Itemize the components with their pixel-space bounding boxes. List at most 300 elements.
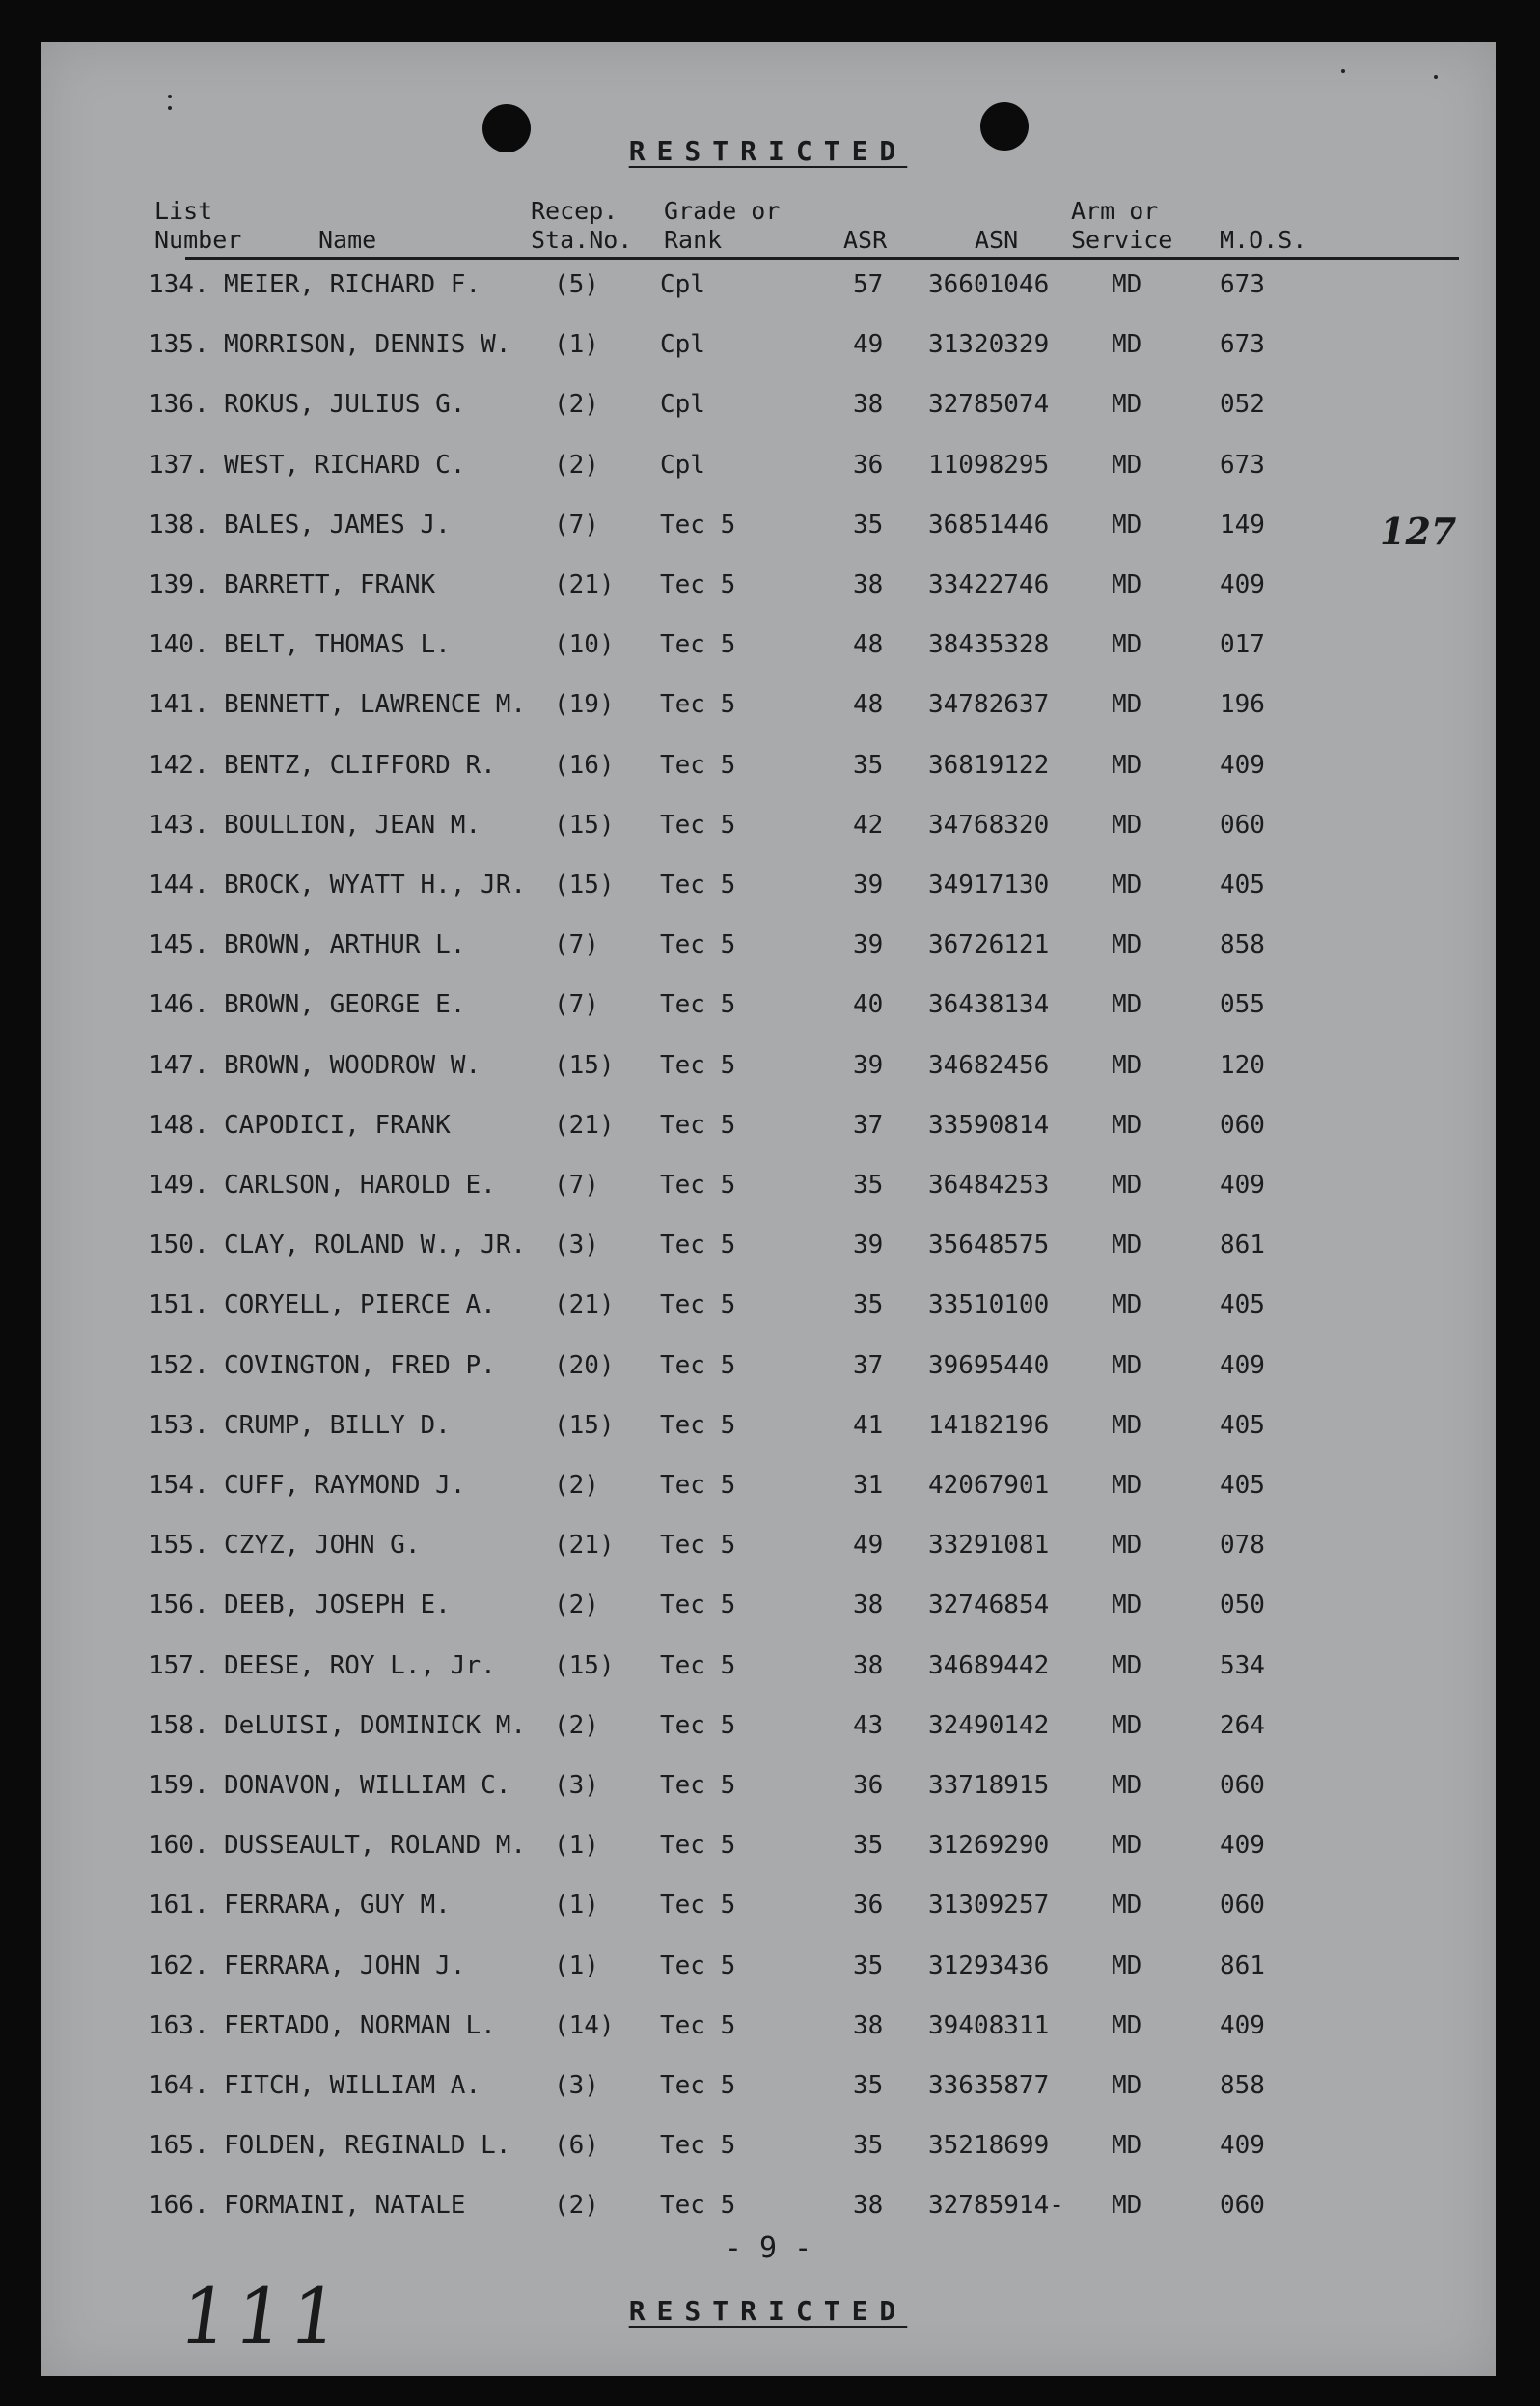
speck: [1434, 75, 1438, 79]
cell-asr: 35: [853, 1290, 884, 1320]
cell-list-number: 159.: [149, 1771, 209, 1800]
cell-asr: 38: [853, 2191, 884, 2221]
cell-arm-service: MD: [1112, 1410, 1142, 1440]
cell-grade-rank: Tec 5: [660, 510, 736, 539]
cell-mos: 673: [1220, 450, 1265, 480]
cell-asn: 33422746: [928, 570, 1050, 599]
cell-asn: 36438134: [928, 990, 1050, 1020]
cell-name: DUSSEAULT, ROLAND M.: [224, 1831, 527, 1861]
table-row: [41, 1703, 1496, 1763]
cell-name: BROWN, WOODROW W.: [224, 1050, 481, 1080]
cell-grade-rank: Tec 5: [660, 750, 736, 780]
cell-name: BROWN, ARTHUR L.: [224, 930, 466, 960]
cell-mos: 409: [1220, 750, 1265, 780]
cell-asn: 32785914-: [928, 2191, 1064, 2221]
cell-asn: 36726121: [928, 930, 1050, 960]
cell-grade-rank: Tec 5: [660, 2010, 736, 2040]
header-asn: ASN: [975, 226, 1019, 254]
cell-mos: 060: [1220, 2191, 1265, 2221]
restricted-stamp-bottom-text: RESTRICTED: [628, 2295, 908, 2327]
cell-grade-rank: Tec 5: [660, 1110, 736, 1140]
cell-list-number: 165.: [149, 2131, 209, 2161]
cell-arm-service: MD: [1112, 450, 1142, 480]
cell-mos: 078: [1220, 1531, 1265, 1561]
header-asr: ASR: [843, 226, 888, 254]
cell-name: BENNETT, LAWRENCE M.: [224, 690, 527, 720]
header-rule: [185, 257, 1459, 260]
cell-grade-rank: Tec 5: [660, 1171, 736, 1200]
cell-list-number: 145.: [149, 930, 209, 960]
table-row: [41, 2004, 1496, 2063]
cell-asn: 34768320: [928, 810, 1050, 840]
cell-grade-rank: Tec 5: [660, 2071, 736, 2100]
cell-name: CRUMP, BILLY D.: [224, 1410, 451, 1440]
cell-grade-rank: Tec 5: [660, 570, 736, 599]
cell-asr: 48: [853, 690, 884, 720]
cell-asr: 36: [853, 1771, 884, 1800]
cell-recep-station: (15): [554, 871, 615, 899]
cell-asr: 38: [853, 390, 884, 420]
cell-asn: 34689442: [928, 1650, 1050, 1680]
cell-name: MEIER, RICHARD F.: [224, 270, 481, 299]
cell-grade-rank: Tec 5: [660, 1650, 736, 1680]
cell-arm-service: MD: [1112, 1891, 1142, 1921]
cell-name: FITCH, WILLIAM A.: [224, 2071, 481, 2100]
cell-list-number: 140.: [149, 630, 209, 660]
restricted-stamp-top: [41, 135, 1496, 167]
cell-recep-station: (1): [554, 1891, 599, 1921]
cell-name: ROKUS, JULIUS G.: [224, 390, 466, 420]
cell-asn: 36819122: [928, 750, 1050, 780]
cell-list-number: 158.: [149, 1710, 209, 1740]
cell-asn: 36851446: [928, 510, 1050, 539]
cell-mos: 405: [1220, 871, 1265, 899]
cell-asn: 39408311: [928, 2010, 1050, 2040]
tally-mark: 111: [174, 2272, 352, 2362]
cell-name: MORRISON, DENNIS W.: [224, 330, 511, 360]
cell-name: BROWN, GEORGE E.: [224, 990, 466, 1020]
cell-recep-station: (21): [554, 1110, 615, 1140]
cell-mos: 858: [1220, 2071, 1265, 2100]
cell-name: FERRARA, GUY M.: [224, 1891, 451, 1921]
cell-recep-station: (21): [554, 570, 615, 599]
cell-asn: 33510100: [928, 1290, 1050, 1320]
cell-arm-service: MD: [1112, 570, 1142, 599]
cell-name: BALES, JAMES J.: [224, 510, 451, 539]
page-number: - 9 -: [724, 2231, 812, 2265]
cell-mos: 120: [1220, 1050, 1265, 1080]
cell-recep-station: (21): [554, 1531, 615, 1561]
table-row: [41, 1883, 1496, 1943]
cell-asr: 42: [853, 810, 884, 840]
cell-asr: 41: [853, 1410, 884, 1440]
cell-grade-rank: Tec 5: [660, 1231, 736, 1260]
table-row: [41, 382, 1496, 442]
cell-recep-station: (7): [554, 990, 599, 1020]
cell-grade-rank: Tec 5: [660, 2191, 736, 2221]
cell-recep-station: (3): [554, 1231, 599, 1260]
cell-recep-station: (14): [554, 2010, 615, 2040]
table-row: [41, 1763, 1496, 1823]
table-row: [41, 1043, 1496, 1103]
header-arm-service: Arm or Service: [1071, 197, 1173, 254]
cell-asn: 39695440: [928, 1350, 1050, 1380]
cell-mos: 861: [1220, 1231, 1265, 1260]
restricted-stamp-bottom: [41, 2295, 1496, 2327]
table-row: [41, 863, 1496, 923]
cell-recep-station: (7): [554, 510, 599, 539]
cell-mos: 196: [1220, 690, 1265, 720]
cell-mos: 264: [1220, 1710, 1265, 1740]
cell-mos: 060: [1220, 1110, 1265, 1140]
cell-asr: 35: [853, 1950, 884, 1980]
cell-arm-service: MD: [1112, 871, 1142, 899]
cell-list-number: 155.: [149, 1531, 209, 1561]
cell-mos: 409: [1220, 570, 1265, 599]
cell-asn: 34782637: [928, 690, 1050, 720]
cell-recep-station: (16): [554, 750, 615, 780]
table-row: [41, 2063, 1496, 2123]
cell-arm-service: MD: [1112, 390, 1142, 420]
header-list-number: List Number: [154, 197, 242, 254]
table-row: [41, 1583, 1496, 1643]
table-row: [41, 1223, 1496, 1283]
cell-name: BENTZ, CLIFFORD R.: [224, 750, 496, 780]
table-row: [41, 1644, 1496, 1703]
cell-name: DEEB, JOSEPH E.: [224, 1590, 451, 1620]
cell-asn: 32785074: [928, 390, 1050, 420]
cell-mos: 861: [1220, 1950, 1265, 1980]
cell-asn: 33291081: [928, 1531, 1050, 1561]
cell-list-number: 156.: [149, 1590, 209, 1620]
cell-asr: 38: [853, 570, 884, 599]
table-row: [41, 923, 1496, 982]
cell-list-number: 143.: [149, 810, 209, 840]
cell-grade-rank: Tec 5: [660, 1350, 736, 1380]
cell-arm-service: MD: [1112, 1710, 1142, 1740]
table-row: [41, 622, 1496, 682]
cell-list-number: 157.: [149, 1650, 209, 1680]
cell-asr: 48: [853, 630, 884, 660]
table-row: [41, 503, 1496, 563]
table-row: [41, 1283, 1496, 1342]
cell-arm-service: MD: [1112, 270, 1142, 299]
table-row: [41, 2123, 1496, 2183]
cell-list-number: 154.: [149, 1471, 209, 1500]
cell-grade-rank: Cpl: [660, 330, 705, 360]
cell-recep-station: (1): [554, 1831, 599, 1861]
cell-asn: 38435328: [928, 630, 1050, 660]
cell-recep-station: (2): [554, 1471, 599, 1500]
cell-name: CZYZ, JOHN G.: [224, 1531, 421, 1561]
cell-mos: 409: [1220, 1350, 1265, 1380]
cell-name: FOLDEN, REGINALD L.: [224, 2131, 511, 2161]
cell-arm-service: MD: [1112, 1650, 1142, 1680]
cell-mos: 409: [1220, 2131, 1265, 2161]
cell-name: CAPODICI, FRANK: [224, 1110, 451, 1140]
cell-asn: 32746854: [928, 1590, 1050, 1620]
cell-recep-station: (3): [554, 1771, 599, 1800]
table-row: [41, 443, 1496, 503]
speck: [1341, 69, 1345, 73]
cell-grade-rank: Tec 5: [660, 1771, 736, 1800]
cell-mos: 409: [1220, 2010, 1265, 2040]
cell-asn: 31269290: [928, 1831, 1050, 1861]
cell-asn: 35218699: [928, 2131, 1050, 2161]
cell-list-number: 162.: [149, 1950, 209, 1980]
cell-asr: 35: [853, 1171, 884, 1200]
cell-asr: 35: [853, 1831, 884, 1861]
cell-list-number: 134.: [149, 270, 209, 299]
cell-recep-station: (19): [554, 690, 615, 720]
cell-list-number: 166.: [149, 2191, 209, 2221]
cell-asr: 35: [853, 2071, 884, 2100]
cell-grade-rank: Tec 5: [660, 1891, 736, 1921]
cell-list-number: 139.: [149, 570, 209, 599]
cell-grade-rank: Tec 5: [660, 1531, 736, 1561]
cell-list-number: 161.: [149, 1891, 209, 1921]
cell-grade-rank: Cpl: [660, 450, 705, 480]
cell-recep-station: (10): [554, 630, 615, 660]
cell-asn: 33718915: [928, 1771, 1050, 1800]
cell-mos: 060: [1220, 810, 1265, 840]
header-name: Name: [318, 226, 377, 254]
cell-asn: 11098295: [928, 450, 1050, 480]
cell-mos: 060: [1220, 1891, 1265, 1921]
table-row: [41, 1163, 1496, 1223]
cell-recep-station: (15): [554, 1410, 615, 1440]
table-row: [41, 1403, 1496, 1463]
cell-mos: 673: [1220, 330, 1265, 360]
cell-asr: 37: [853, 1110, 884, 1140]
cell-name: FORMAINI, NATALE: [224, 2191, 466, 2221]
cell-mos: 060: [1220, 1771, 1265, 1800]
cell-list-number: 149.: [149, 1171, 209, 1200]
cell-name: DONAVON, WILLIAM C.: [224, 1771, 511, 1800]
cell-asr: 43: [853, 1710, 884, 1740]
cell-grade-rank: Tec 5: [660, 1710, 736, 1740]
cell-recep-station: (15): [554, 810, 615, 840]
cell-list-number: 151.: [149, 1290, 209, 1320]
cell-list-number: 150.: [149, 1231, 209, 1260]
cell-asr: 39: [853, 930, 884, 960]
document-page: [41, 42, 1496, 2376]
table-row: [41, 1523, 1496, 1583]
cell-asr: 49: [853, 1531, 884, 1561]
cell-arm-service: MD: [1112, 1171, 1142, 1200]
header-grade: Grade or Rank: [664, 197, 781, 254]
cell-asr: 39: [853, 1050, 884, 1080]
cell-name: DEESE, ROY L., Jr.: [224, 1650, 496, 1680]
cell-grade-rank: Tec 5: [660, 2131, 736, 2161]
cell-arm-service: MD: [1112, 1110, 1142, 1140]
cell-mos: 858: [1220, 930, 1265, 960]
table-row: [41, 803, 1496, 863]
cell-list-number: 148.: [149, 1110, 209, 1140]
cell-mos: 052: [1220, 390, 1265, 420]
cell-mos: 409: [1220, 1831, 1265, 1861]
cell-asr: 39: [853, 871, 884, 899]
cell-grade-rank: Tec 5: [660, 1831, 736, 1861]
cell-mos: 534: [1220, 1650, 1265, 1680]
cell-name: COVINGTON, FRED P.: [224, 1350, 496, 1380]
cell-mos: 405: [1220, 1471, 1265, 1500]
cell-arm-service: MD: [1112, 990, 1142, 1020]
cell-asr: 39: [853, 1231, 884, 1260]
cell-recep-station: (15): [554, 1650, 615, 1680]
cell-asr: 38: [853, 1590, 884, 1620]
cell-arm-service: MD: [1112, 510, 1142, 539]
table-row: [41, 982, 1496, 1042]
cell-asn: 31293436: [928, 1950, 1050, 1980]
cell-asr: 49: [853, 330, 884, 360]
cell-recep-station: (20): [554, 1350, 615, 1380]
cell-mos: 055: [1220, 990, 1265, 1020]
cell-list-number: 136.: [149, 390, 209, 420]
cell-mos: 405: [1220, 1290, 1265, 1320]
cell-arm-service: MD: [1112, 1290, 1142, 1320]
cell-asn: 36484253: [928, 1171, 1050, 1200]
cell-grade-rank: Tec 5: [660, 1950, 736, 1980]
cell-list-number: 135.: [149, 330, 209, 360]
cell-list-number: 137.: [149, 450, 209, 480]
table-row: [41, 1343, 1496, 1403]
cell-recep-station: (3): [554, 2071, 599, 2100]
cell-name: BOULLION, JEAN M.: [224, 810, 481, 840]
cell-arm-service: MD: [1112, 2010, 1142, 2040]
cell-arm-service: MD: [1112, 2071, 1142, 2100]
cell-name: DeLUISI, DOMINICK M.: [224, 1710, 527, 1740]
cell-recep-station: (7): [554, 930, 599, 960]
cell-grade-rank: Tec 5: [660, 1471, 736, 1500]
speck: [168, 95, 172, 98]
cell-asn: 42067901: [928, 1471, 1050, 1500]
table-row: [41, 263, 1496, 322]
cell-recep-station: (7): [554, 1171, 599, 1200]
table-row: [41, 1823, 1496, 1883]
cell-list-number: 163.: [149, 2010, 209, 2040]
cell-asn: 14182196: [928, 1410, 1050, 1440]
cell-grade-rank: Tec 5: [660, 871, 736, 899]
cell-asn: 34682456: [928, 1050, 1050, 1080]
cell-asn: 33635877: [928, 2071, 1050, 2100]
cell-list-number: 142.: [149, 750, 209, 780]
cell-asn: 34917130: [928, 871, 1050, 899]
cell-name: CARLSON, HAROLD E.: [224, 1171, 496, 1200]
cell-arm-service: MD: [1112, 1350, 1142, 1380]
cell-grade-rank: Tec 5: [660, 1050, 736, 1080]
cell-asr: 35: [853, 750, 884, 780]
cell-asn: 32490142: [928, 1710, 1050, 1740]
cell-grade-rank: Tec 5: [660, 1590, 736, 1620]
cell-mos: 409: [1220, 1171, 1265, 1200]
cell-arm-service: MD: [1112, 750, 1142, 780]
cell-asn: 33590814: [928, 1110, 1050, 1140]
cell-arm-service: MD: [1112, 690, 1142, 720]
cell-recep-station: (2): [554, 2191, 599, 2221]
cell-asn: 31320329: [928, 330, 1050, 360]
table-row: [41, 1103, 1496, 1163]
cell-arm-service: MD: [1112, 2191, 1142, 2221]
cell-grade-rank: Tec 5: [660, 1290, 736, 1320]
cell-grade-rank: Tec 5: [660, 810, 736, 840]
cell-recep-station: (21): [554, 1290, 615, 1320]
cell-list-number: 144.: [149, 871, 209, 899]
cell-asr: 35: [853, 2131, 884, 2161]
header-recep: Recep. Sta.No.: [531, 197, 633, 254]
cell-arm-service: MD: [1112, 1471, 1142, 1500]
cell-list-number: 138.: [149, 510, 209, 539]
cell-recep-station: (1): [554, 1950, 599, 1980]
cell-arm-service: MD: [1112, 1771, 1142, 1800]
cell-grade-rank: Tec 5: [660, 1410, 736, 1440]
cell-arm-service: MD: [1112, 930, 1142, 960]
table-row: [41, 1463, 1496, 1523]
cell-name: CLAY, ROLAND W., JR.: [224, 1231, 527, 1260]
cell-grade-rank: Tec 5: [660, 990, 736, 1020]
cell-asn: 36601046: [928, 270, 1050, 299]
cell-arm-service: MD: [1112, 330, 1142, 360]
cell-list-number: 164.: [149, 2071, 209, 2100]
table-row: [41, 1944, 1496, 2004]
cell-asr: 40: [853, 990, 884, 1020]
header-mos: M.O.S.: [1220, 226, 1307, 254]
cell-name: WEST, RICHARD C.: [224, 450, 466, 480]
cell-list-number: 146.: [149, 990, 209, 1020]
cell-asr: 31: [853, 1471, 884, 1500]
cell-list-number: 160.: [149, 1831, 209, 1861]
cell-mos: 673: [1220, 270, 1265, 299]
cell-recep-station: (2): [554, 1710, 599, 1740]
cell-asr: 36: [853, 450, 884, 480]
cell-grade-rank: Cpl: [660, 390, 705, 420]
cell-mos: 149: [1220, 510, 1265, 539]
cell-asr: 37: [853, 1350, 884, 1380]
cell-grade-rank: Tec 5: [660, 690, 736, 720]
cell-arm-service: MD: [1112, 630, 1142, 660]
cell-arm-service: MD: [1112, 1831, 1142, 1861]
table-row: [41, 682, 1496, 742]
cell-asr: 38: [853, 1650, 884, 1680]
cell-name: BROCK, WYATT H., JR.: [224, 871, 527, 899]
table-row: [41, 563, 1496, 622]
cell-mos: 405: [1220, 1410, 1265, 1440]
cell-asn: 35648575: [928, 1231, 1050, 1260]
cell-name: FERTADO, NORMAN L.: [224, 2010, 496, 2040]
cell-arm-service: MD: [1112, 1950, 1142, 1980]
cell-mos: 017: [1220, 630, 1265, 660]
cell-recep-station: (6): [554, 2131, 599, 2161]
cell-mos: 050: [1220, 1590, 1265, 1620]
cell-recep-station: (2): [554, 390, 599, 420]
cell-name: BELT, THOMAS L.: [224, 630, 451, 660]
cell-recep-station: (15): [554, 1050, 615, 1080]
margin-note: 127: [1380, 510, 1457, 553]
cell-arm-service: MD: [1112, 1590, 1142, 1620]
cell-list-number: 147.: [149, 1050, 209, 1080]
cell-recep-station: (2): [554, 1590, 599, 1620]
cell-grade-rank: Tec 5: [660, 630, 736, 660]
cell-asr: 57: [853, 270, 884, 299]
cell-name: BARRETT, FRANK: [224, 570, 436, 599]
cell-arm-service: MD: [1112, 810, 1142, 840]
cell-arm-service: MD: [1112, 2131, 1142, 2161]
table-row: [41, 743, 1496, 803]
cell-name: FERRARA, JOHN J.: [224, 1950, 466, 1980]
cell-list-number: 141.: [149, 690, 209, 720]
cell-name: CUFF, RAYMOND J.: [224, 1471, 466, 1500]
cell-recep-station: (2): [554, 450, 599, 480]
